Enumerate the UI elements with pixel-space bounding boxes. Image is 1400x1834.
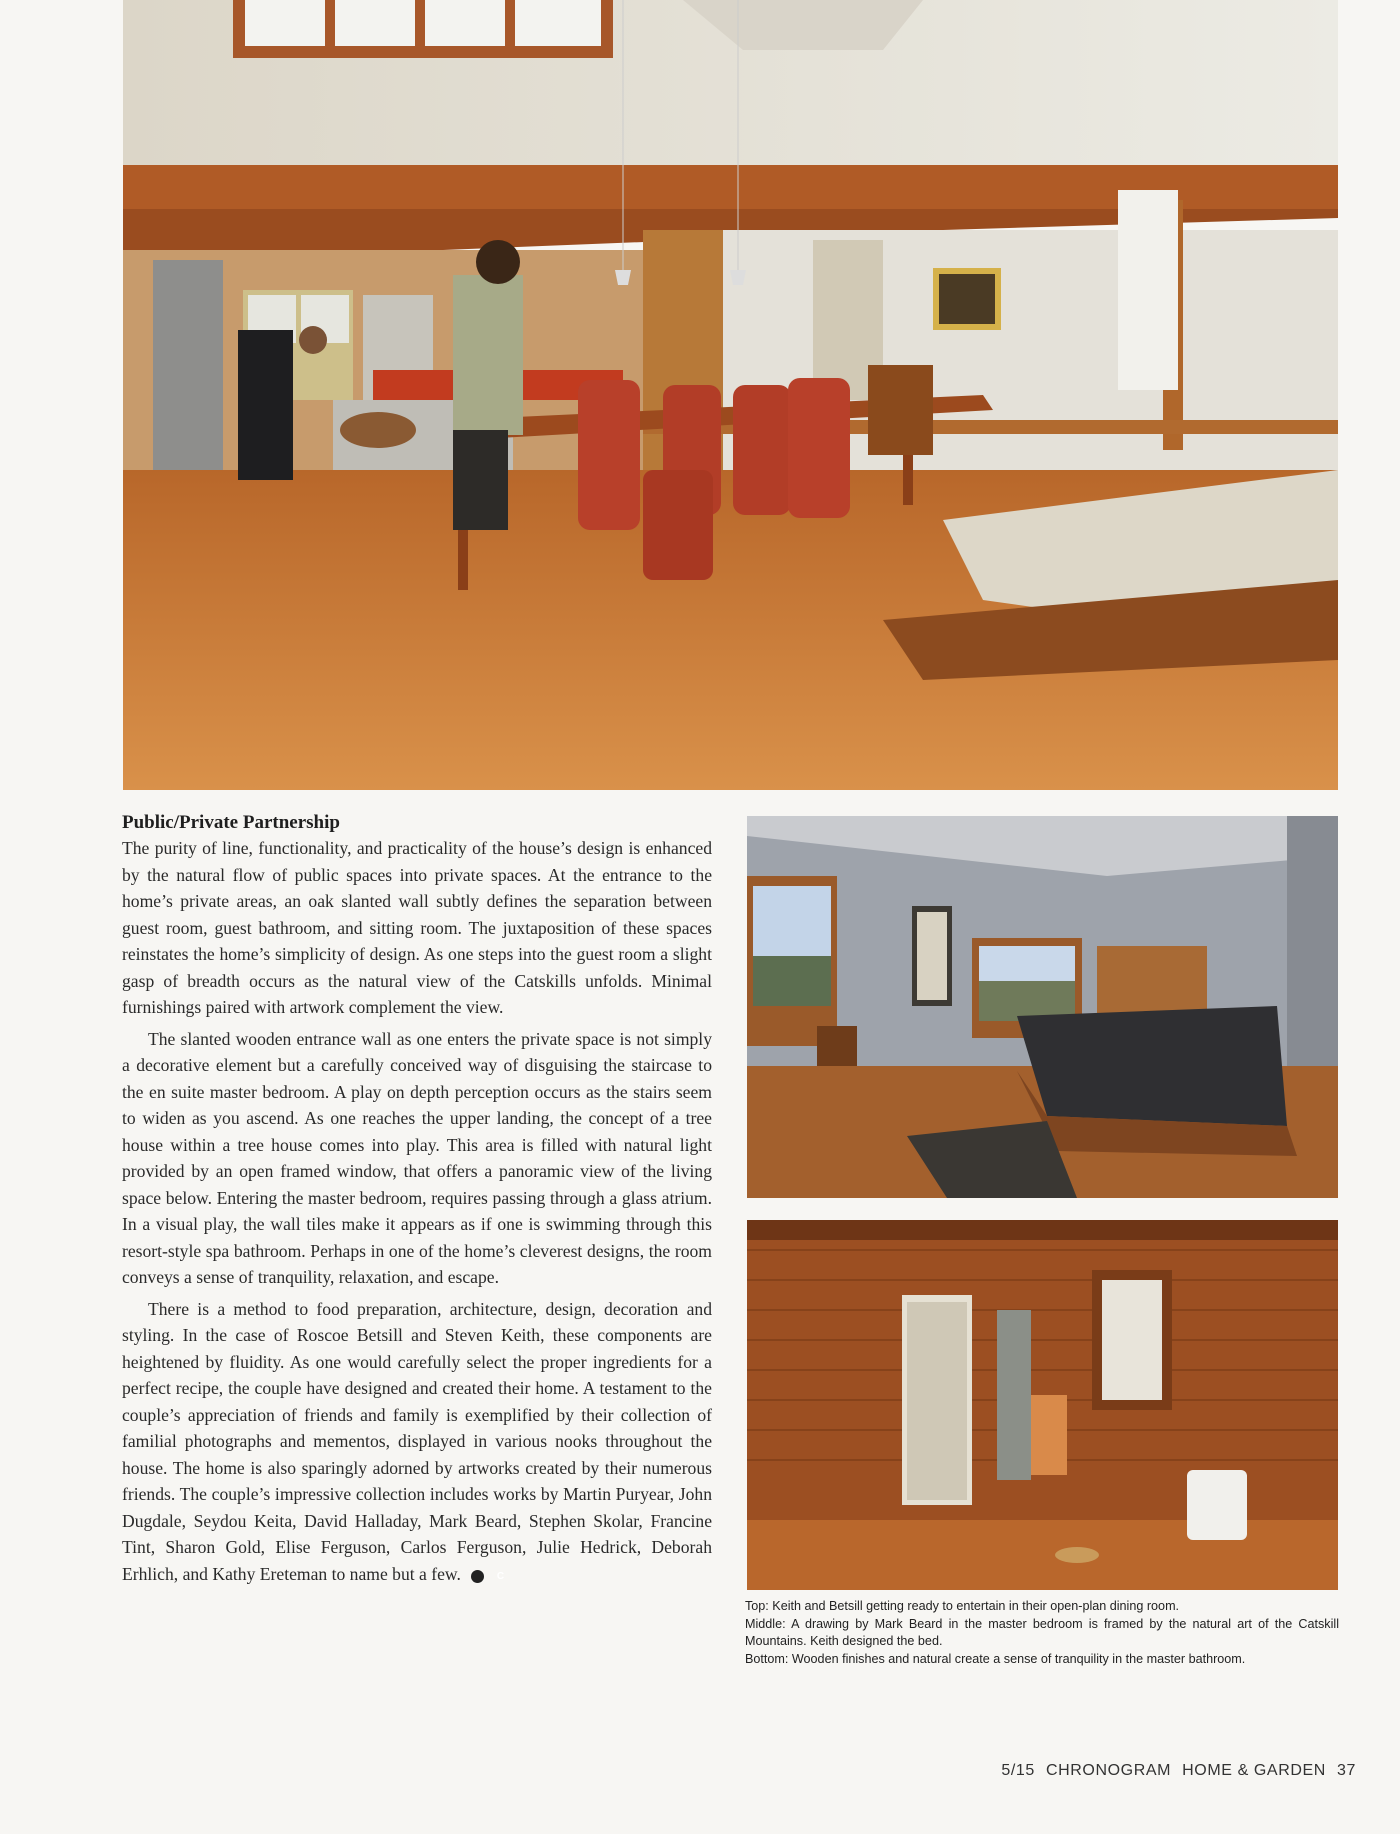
footer-issue: 5/15 bbox=[1001, 1762, 1035, 1779]
section-heading: Public/Private Partnership bbox=[122, 812, 340, 833]
article-body bbox=[122, 810, 712, 1587]
page-footer bbox=[995, 1762, 1356, 1780]
master-bedroom-photo bbox=[747, 816, 1338, 1198]
article-paragraph-last bbox=[122, 1296, 712, 1588]
article-paragraph-text: There is a method to food preparation, architecture, design, decoration and styling. In the case of Roscoe Betsill and Steven Keith, these components are heightened by fluidity. As one would carefully select the proper ingredients for a perfect recipe, the couple have designed and created their home. A testament to the couple’s appreciation of friends and family is exemplified by their collection of familial photographs and mementos, displayed in various nooks throughout the house. The home is also sparingly adorned by artworks created by their numerous friends. The couple’s impressive collection includes works by Martin Puryear, John Dugdale, Seydou Keita, David Halladay, Mark Beard, Stephen Skolar, Francine Tint, Sharon Gold, Elise Ferguson, Carlos Ferguson, Julie Hedrick, Deborah Erhlich, and Kathy Ereteman to name but a few. bbox=[122, 1298, 712, 1584]
article-paragraph: The slanted wooden entrance wall as one enters the private space is not simply a decorative element but a carefully conceived way of disguising the staircase to the en suite master bedroom. A play on depth perception occurs as the stairs seem to widen as you ascend. As one reaches the upper landing, the concept of a tree house within a tree house comes into play. This area is filled with natural light provided by an open framed window, that offers a panoramic view of the living space below. Entering the master bedroom, requires passing through a glass atrium. In a visual play, the wall tiles make it appears as if one is swimming through this resort-style spa bathroom. Perhaps in one of the home’s cleverest designs, the room conveys a sense of tranquility, relaxation, and escape. bbox=[122, 1028, 712, 1287]
footer-magazine: CHRONOGRAM bbox=[1045, 1762, 1172, 1779]
master-bathroom-photo bbox=[747, 1220, 1338, 1590]
footer-section: HOME & GARDEN bbox=[1182, 1762, 1326, 1779]
photo-captions bbox=[745, 1598, 1339, 1668]
caption-top: Top: Keith and Betsill getting ready to entertain in their open-plan dining room. bbox=[745, 1599, 1180, 1613]
end-mark-icon: C bbox=[471, 1570, 484, 1583]
page-number: 37 bbox=[1337, 1762, 1356, 1779]
caption-bottom: Bottom: Wooden finishes and natural create a sense of tranquility in the master bathroom. bbox=[745, 1651, 1246, 1666]
article-paragraph: The purity of line, functionality, and practicality of the house’s design is enhanced by the natural flow of public spaces into private spaces. At the entrance to the home’s private areas, an oak slanted wall subtly defines the separation between guest room, guest bathroom, and sitting room. The juxtaposition of these spaces reinstates the home’s simplicity of design. As one steps into the guest room a slight gasp of breadth occurs as the natural view of the Catskills unfolds. Minimal furnishings paired with artwork complement the view. bbox=[122, 838, 712, 1017]
dining-room-photo bbox=[123, 0, 1338, 790]
caption-middle: Middle: A drawing by Mark Beard in the master bedroom is framed by the natural art of the Catskill Mountains. Keith designed the bed. bbox=[745, 1616, 1339, 1648]
